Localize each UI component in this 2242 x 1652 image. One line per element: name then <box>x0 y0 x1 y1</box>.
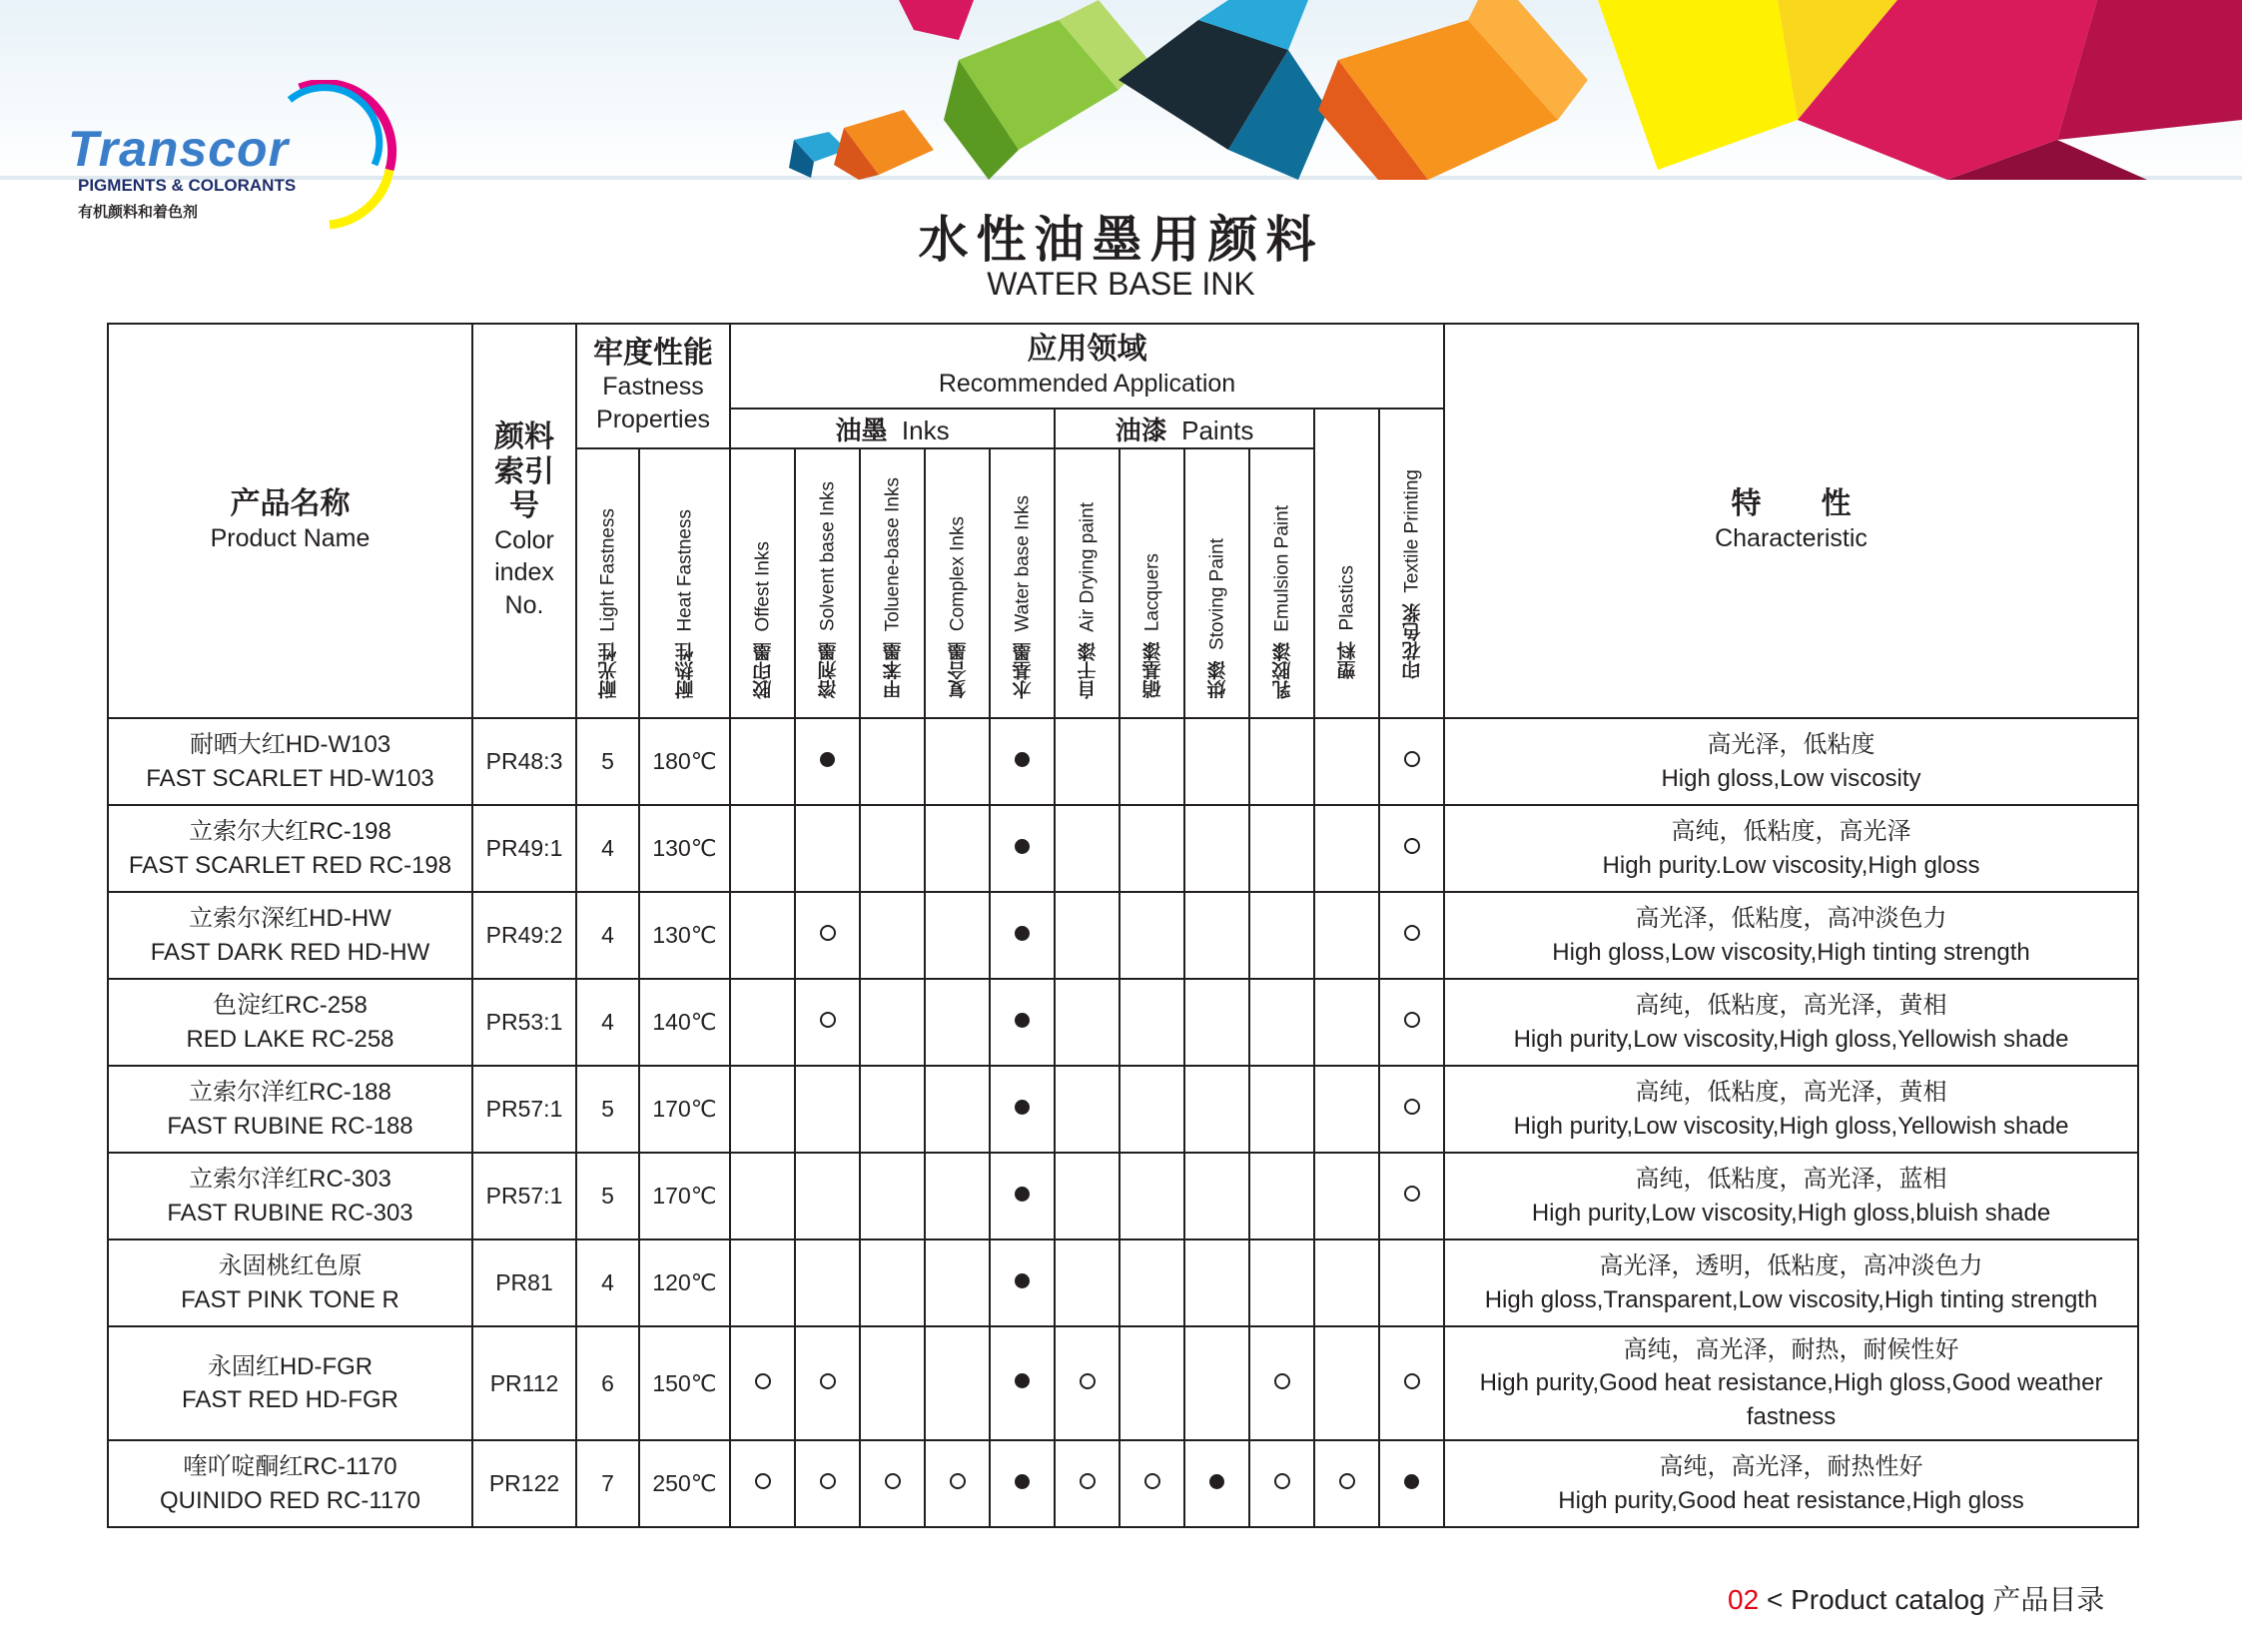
application-cell <box>1184 1153 1249 1239</box>
application-cell <box>925 718 990 805</box>
col-header-toluene: 甲苯墨 Toluene-base Inks <box>860 448 925 718</box>
application-cell <box>925 1440 990 1527</box>
table-row <box>108 805 2138 892</box>
filled-circle-icon <box>1015 839 1030 854</box>
product-name-cn: 耐晒大红HD-W103 <box>189 731 391 759</box>
characteristic-cell <box>1444 1326 2138 1440</box>
color-index-cell: PR53:1 <box>472 979 576 1066</box>
application-cell <box>1314 805 1379 892</box>
application-cell <box>990 892 1055 979</box>
product-name-cell <box>108 1326 472 1440</box>
heat-fastness-cell: 170℃ <box>639 1066 730 1153</box>
application-cell <box>1379 1066 1444 1153</box>
application-cell <box>1184 979 1249 1066</box>
heat-fastness-cell: 180℃ <box>639 718 730 805</box>
application-cell <box>1314 1239 1379 1326</box>
product-name-cn: 立索尔深红HD-HW <box>189 905 391 933</box>
open-circle-icon <box>820 1473 836 1489</box>
open-circle-icon <box>1404 1186 1420 1202</box>
application-cell <box>730 892 795 979</box>
application-cell <box>1120 892 1184 979</box>
filled-circle-icon <box>1404 1474 1419 1489</box>
light-fastness-cell: 5 <box>576 1066 639 1153</box>
product-name-cell <box>108 892 472 979</box>
open-circle-icon <box>820 925 836 941</box>
open-circle-icon <box>1080 1373 1096 1389</box>
open-circle-icon <box>1404 1373 1420 1389</box>
open-circle-icon <box>1404 1099 1420 1115</box>
application-cell <box>1120 718 1184 805</box>
col-header-emulsion: 乳胶漆 Emulsion Paint <box>1249 448 1314 718</box>
color-index-header: 颜料索引号 Color index No. <box>472 324 576 718</box>
color-index-cell: PR81 <box>472 1239 576 1326</box>
light-fastness-cell: 4 <box>576 805 639 892</box>
application-cell <box>990 979 1055 1066</box>
filled-circle-icon <box>1015 1013 1030 1028</box>
heat-fastness-cell: 250℃ <box>639 1440 730 1527</box>
application-cell <box>990 1326 1055 1440</box>
characteristic-cn: 高纯，低粘度，高光泽，黄相 <box>1635 1079 1947 1107</box>
characteristic-cn: 高纯，高光泽，耐热，耐候性好 <box>1623 1336 1959 1364</box>
product-name-en: FAST SCARLET RED RC-198 <box>128 851 452 879</box>
application-cell <box>1314 1066 1379 1153</box>
footer-label: < Product catalog 产品目录 <box>1766 1584 2105 1615</box>
fastness-header: 牢度性能 Fastness Properties <box>576 324 730 448</box>
heat-fastness-cell: 120℃ <box>639 1239 730 1326</box>
characteristic-en: High purity,Low viscosity,High gloss,Yellowish shade <box>1513 1112 2069 1140</box>
characteristic-cn: 高光泽，低粘度 <box>1707 731 1875 759</box>
col-header-air-drying: 自干漆 Air Drying paint <box>1055 448 1120 718</box>
application-cell <box>730 1066 795 1153</box>
application-cell <box>795 1239 860 1326</box>
table-row <box>108 892 2138 979</box>
page-title-en: WATER BASE INK <box>987 266 1255 302</box>
application-cell <box>1055 1440 1120 1527</box>
filled-circle-icon <box>1209 1474 1224 1489</box>
application-cell <box>1055 1326 1120 1440</box>
application-cell <box>795 718 860 805</box>
application-cell <box>925 805 990 892</box>
open-circle-icon <box>755 1473 771 1489</box>
application-cell <box>1120 805 1184 892</box>
characteristic-cn: 高纯，低粘度，高光泽，黄相 <box>1635 992 1947 1020</box>
open-circle-icon <box>1274 1473 1290 1489</box>
page-footer <box>1728 1578 2104 1618</box>
light-fastness-cell: 4 <box>576 1239 639 1326</box>
product-name-cell <box>108 1239 472 1326</box>
filled-circle-icon <box>1015 1100 1030 1115</box>
application-cell <box>925 1153 990 1239</box>
application-cell <box>1184 1239 1249 1326</box>
color-index-cell: PR48:3 <box>472 718 576 805</box>
product-name-cell <box>108 1440 472 1527</box>
col-header-plastics: 塑料 Plastics <box>1314 409 1379 718</box>
product-name-en: FAST RED HD-FGR <box>182 1386 398 1413</box>
open-circle-icon <box>1274 1373 1290 1389</box>
application-cell <box>1249 892 1314 979</box>
application-cell <box>1314 1153 1379 1239</box>
characteristic-en: High gloss,Low viscosity <box>1661 764 1921 792</box>
application-cell <box>1249 979 1314 1066</box>
application-cell <box>730 805 795 892</box>
application-cell <box>1314 1440 1379 1527</box>
characteristic-cell <box>1444 718 2138 805</box>
application-cell <box>1184 1066 1249 1153</box>
product-name-cn: 立索尔洋红RC-303 <box>189 1166 391 1194</box>
characteristic-en: High gloss,Transparent,Low viscosity,High tinting strength <box>1484 1285 2098 1313</box>
characteristic-cn: 高纯，高光泽，耐热性好 <box>1659 1453 1923 1481</box>
application-cell <box>1120 1326 1184 1440</box>
table-row <box>108 1153 2138 1239</box>
product-name-en: FAST PINK TONE R <box>181 1285 399 1313</box>
product-table <box>107 323 2139 1528</box>
open-circle-icon <box>820 1012 836 1028</box>
filled-circle-icon <box>1015 1187 1030 1202</box>
application-cell <box>1120 1153 1184 1239</box>
color-index-cell: PR112 <box>472 1326 576 1440</box>
application-cell <box>730 1239 795 1326</box>
product-name-en: RED LAKE RC-258 <box>186 1025 394 1053</box>
light-fastness-cell: 5 <box>576 1153 639 1239</box>
open-circle-icon <box>1404 925 1420 941</box>
application-cell <box>925 892 990 979</box>
col-header-water: 水基墨 Water base Inks <box>990 448 1055 718</box>
col-header-solvent: 溶剂墨 Solvent base Inks <box>795 448 860 718</box>
application-cell <box>1249 1326 1314 1440</box>
application-cell <box>1249 1066 1314 1153</box>
application-cell <box>1120 979 1184 1066</box>
characteristic-cell <box>1444 1153 2138 1239</box>
characteristic-en: High purity,Good heat resistance,High gloss <box>1558 1486 2024 1514</box>
application-cell <box>860 1153 925 1239</box>
product-name-cell <box>108 1153 472 1239</box>
application-cell <box>795 892 860 979</box>
application-cell <box>1379 1440 1444 1527</box>
application-cell <box>1314 979 1379 1066</box>
col-header-textile: 印花色浆 Textile Printing <box>1379 409 1444 718</box>
product-name-cell <box>108 718 472 805</box>
col-header-heat: 耐热性 Heat Fastness <box>639 448 730 718</box>
characteristic-cn: 高纯，低粘度，高光泽 <box>1671 818 1911 846</box>
application-cell <box>860 718 925 805</box>
paints-group-header: 油漆 Paints <box>1055 409 1314 448</box>
product-name-cell <box>108 1066 472 1153</box>
application-cell <box>1184 805 1249 892</box>
application-cell <box>1379 979 1444 1066</box>
characteristic-cell <box>1444 1440 2138 1527</box>
application-cell <box>795 1326 860 1440</box>
application-cell <box>795 1153 860 1239</box>
filled-circle-icon <box>1015 1273 1030 1288</box>
characteristic-en: High purity,Low viscosity,High gloss,bluish shade <box>1531 1199 2051 1227</box>
application-cell <box>730 979 795 1066</box>
application-cell <box>1379 718 1444 805</box>
application-cell <box>730 1326 795 1440</box>
logo-tagline: PIGMENTS & COLORANTS <box>78 176 297 195</box>
characteristic-header: 特 性 Characteristic <box>1444 324 2138 718</box>
application-cell <box>1379 1326 1444 1440</box>
color-index-cell: PR49:2 <box>472 892 576 979</box>
application-cell <box>1249 805 1314 892</box>
application-cell <box>1055 718 1120 805</box>
characteristic-cell <box>1444 1239 2138 1326</box>
filled-circle-icon <box>1015 1474 1030 1489</box>
characteristic-cn: 高光泽，低粘度，高冲淡色力 <box>1635 905 1947 933</box>
application-cell <box>1379 1153 1444 1239</box>
page-title-cn: 水性油墨用颜料 <box>918 211 1324 269</box>
product-name-cn: 立索尔大红RC-198 <box>189 818 391 846</box>
application-cell <box>1379 892 1444 979</box>
product-name-cn: 喹吖啶酮红RC-1170 <box>183 1453 397 1481</box>
page-number: 02 <box>1728 1584 1760 1615</box>
application-header: 应用领域 Recommended Application <box>730 324 1444 409</box>
open-circle-icon <box>1339 1473 1355 1489</box>
application-cell <box>860 1239 925 1326</box>
characteristic-en: High purity.Low viscosity,High gloss <box>1602 851 1980 879</box>
application-cell <box>1055 1066 1120 1153</box>
application-cell <box>730 1153 795 1239</box>
filled-circle-icon <box>1015 1373 1030 1388</box>
col-header-stoving: 烘漆 Stoving Paint <box>1184 448 1249 718</box>
product-name-en: QUINIDO RED RC-1170 <box>160 1486 420 1514</box>
logo-tagline-cn: 有机颜料和着色剂 <box>78 204 199 221</box>
heat-fastness-cell: 170℃ <box>639 1153 730 1239</box>
application-cell <box>1055 1153 1120 1239</box>
application-cell <box>795 979 860 1066</box>
characteristic-en: High purity,Low viscosity,High gloss,Yellowish shade <box>1513 1025 2069 1053</box>
heat-fastness-cell: 130℃ <box>639 892 730 979</box>
open-circle-icon <box>1404 1012 1420 1028</box>
application-cell <box>860 1066 925 1153</box>
application-cell <box>1120 1440 1184 1527</box>
color-index-cell: PR57:1 <box>472 1153 576 1239</box>
table-row <box>108 1239 2138 1326</box>
table-row <box>108 1440 2138 1527</box>
table-header <box>108 324 2138 718</box>
product-name-cn: 永固红HD-FGR <box>207 1352 374 1380</box>
product-name-en: FAST RUBINE RC-188 <box>167 1112 413 1140</box>
characteristic-cell <box>1444 1066 2138 1153</box>
application-cell <box>1055 892 1120 979</box>
application-cell <box>925 1326 990 1440</box>
table-row <box>108 718 2138 805</box>
application-cell <box>860 892 925 979</box>
open-circle-icon <box>1080 1473 1096 1489</box>
open-circle-icon <box>885 1473 901 1489</box>
application-cell <box>860 1326 925 1440</box>
light-fastness-cell: 4 <box>576 979 639 1066</box>
color-index-cell: PR57:1 <box>472 1066 576 1153</box>
table-row <box>108 1066 2138 1153</box>
application-cell <box>860 979 925 1066</box>
open-circle-icon <box>1404 838 1420 854</box>
application-cell <box>730 1440 795 1527</box>
application-cell <box>1120 1066 1184 1153</box>
product-name-en: FAST DARK RED HD-HW <box>150 938 430 966</box>
application-cell <box>925 979 990 1066</box>
application-cell <box>990 1153 1055 1239</box>
table-body <box>108 718 2138 1527</box>
product-name-cn: 色淀红RC-258 <box>213 992 368 1020</box>
color-index-cell: PR122 <box>472 1440 576 1527</box>
application-cell <box>795 1440 860 1527</box>
characteristic-en: High purity,Good heat resistance,High gloss,Good weather fastness <box>1479 1369 2103 1430</box>
product-name-en: FAST SCARLET HD-W103 <box>146 764 434 792</box>
application-cell <box>1055 1239 1120 1326</box>
open-circle-icon <box>1144 1473 1160 1489</box>
light-fastness-cell: 7 <box>576 1440 639 1527</box>
application-cell <box>1314 1326 1379 1440</box>
application-cell <box>925 1239 990 1326</box>
application-cell <box>990 1239 1055 1326</box>
application-cell <box>990 1066 1055 1153</box>
application-cell <box>1379 1239 1444 1326</box>
application-cell <box>730 718 795 805</box>
application-cell <box>990 805 1055 892</box>
light-fastness-cell: 4 <box>576 892 639 979</box>
table-row <box>108 1326 2138 1440</box>
application-cell <box>1379 805 1444 892</box>
product-name-cell <box>108 805 472 892</box>
open-circle-icon <box>950 1473 966 1489</box>
product-name-en: FAST RUBINE RC-303 <box>167 1199 413 1227</box>
filled-circle-icon <box>1015 926 1030 941</box>
application-cell <box>1249 1153 1314 1239</box>
application-cell <box>795 1066 860 1153</box>
open-circle-icon <box>1404 751 1420 767</box>
application-cell <box>990 718 1055 805</box>
application-cell <box>795 805 860 892</box>
characteristic-cn: 高光泽，透明，低粘度，高冲淡色力 <box>1599 1252 1983 1280</box>
application-cell <box>1184 718 1249 805</box>
application-cell <box>1314 892 1379 979</box>
characteristic-cn: 高纯，低粘度，高光泽，蓝相 <box>1635 1166 1947 1194</box>
table-row <box>108 979 2138 1066</box>
filled-circle-icon <box>1015 752 1030 767</box>
characteristic-en: High gloss,Low viscosity,High tinting strength <box>1552 938 2030 966</box>
application-cell <box>1055 805 1120 892</box>
application-cell <box>1055 979 1120 1066</box>
col-header-lacquers: 硝基漆 Lacquers <box>1120 448 1184 718</box>
application-cell <box>1249 1239 1314 1326</box>
heat-fastness-cell: 130℃ <box>639 805 730 892</box>
characteristic-cell <box>1444 979 2138 1066</box>
light-fastness-cell: 5 <box>576 718 639 805</box>
application-cell <box>925 1066 990 1153</box>
filled-circle-icon <box>820 752 835 767</box>
col-header-complex: 复合墨 Complex Inks <box>925 448 990 718</box>
characteristic-cell <box>1444 892 2138 979</box>
open-circle-icon <box>820 1373 836 1389</box>
application-cell <box>1184 892 1249 979</box>
col-header-offset: 胶印墨 Offest Inks <box>730 448 795 718</box>
application-cell <box>1249 718 1314 805</box>
application-cell <box>990 1440 1055 1527</box>
application-cell <box>1184 1326 1249 1440</box>
heat-fastness-cell: 150℃ <box>639 1326 730 1440</box>
open-circle-icon <box>755 1373 771 1389</box>
light-fastness-cell: 6 <box>576 1326 639 1440</box>
col-header-light: 耐光性 Light Fastness <box>576 448 639 718</box>
application-cell <box>860 805 925 892</box>
inks-group-header: 油墨 Inks <box>730 409 1055 448</box>
product-name-cn: 永固桃红色原 <box>218 1252 363 1280</box>
application-cell <box>860 1440 925 1527</box>
characteristic-cell <box>1444 805 2138 892</box>
product-name-cn: 立索尔洋红RC-188 <box>189 1079 391 1107</box>
color-index-cell: PR49:1 <box>472 805 576 892</box>
product-name-cell <box>108 979 472 1066</box>
logo-wordmark: Transcor <box>68 121 290 177</box>
heat-fastness-cell: 140℃ <box>639 979 730 1066</box>
application-cell <box>1314 718 1379 805</box>
product-name-header: 产品名称 Product Name <box>108 324 472 718</box>
application-cell <box>1184 1440 1249 1527</box>
application-cell <box>1120 1239 1184 1326</box>
application-cell <box>1249 1440 1314 1527</box>
